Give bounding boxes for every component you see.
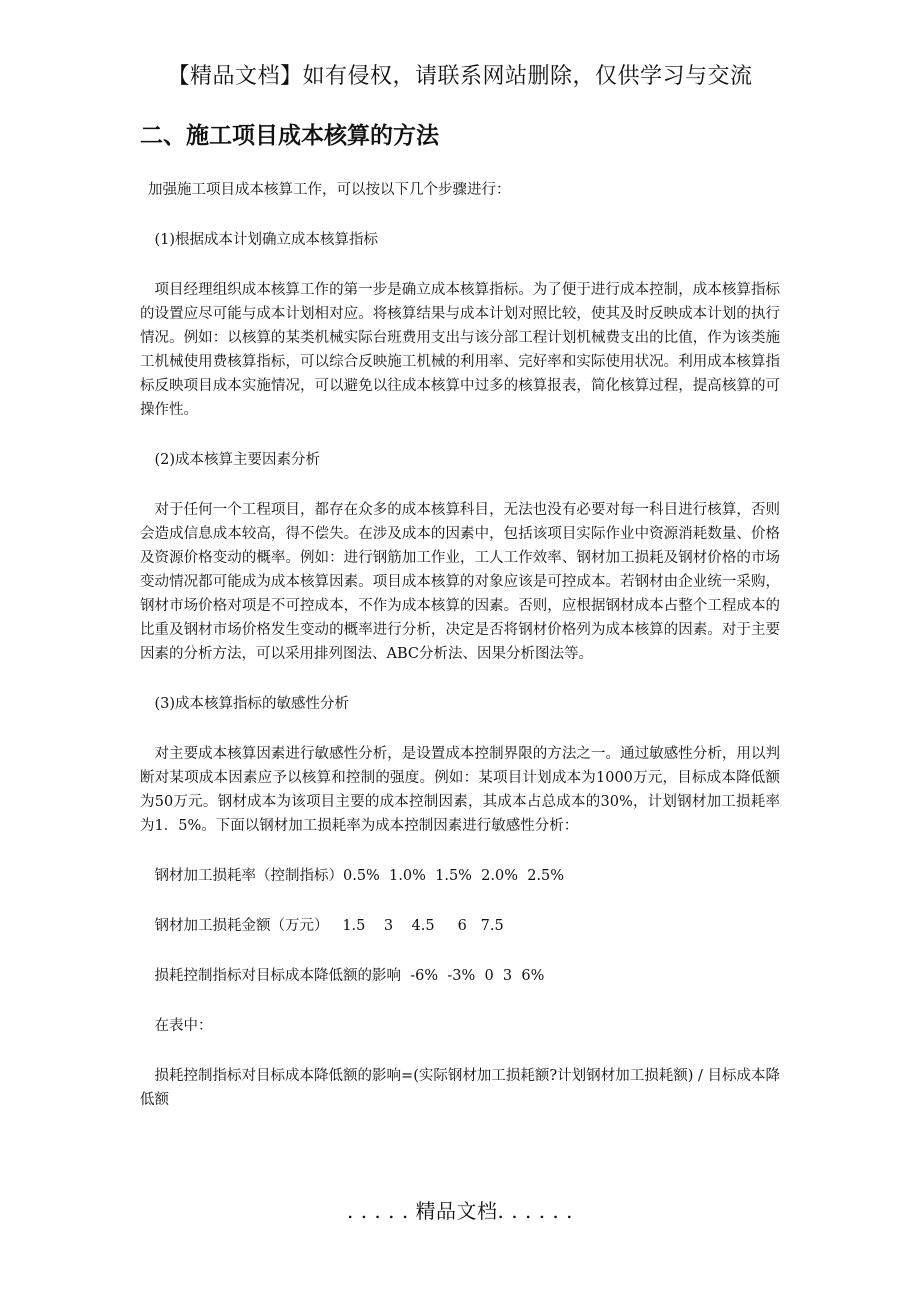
- footer-watermark: . . . . . 精品文档. . . . . .: [346, 1199, 573, 1223]
- section-title: 二、施工项目成本核算的方法: [140, 122, 439, 149]
- step-3-heading: (3)成本核算指标的敏感性分析: [154, 696, 350, 712]
- copyright-banner: 【精品文档】如有侵权，请联系网站删除，仅供学习与交流: [167, 64, 753, 89]
- step-1-paragraph: 项目经理组织成本核算工作的第一步是确立成本核算指标。为了便于进行成本控制，成本核算指标的设置应尽可能与成本计划相对应。将核算结果与成本计划对照比较，使其及时反映成本计划的执行情况。例如：以核算的某类机械实际台班费用支出与该分部工程计划机械费支出的比值，作为该类施工机械使用费核算指标，可以综合反映施工机械的利用率、完好率和实际使用状况。利用成本核算指标反映项目成本实施情况，可以避免以往成本核算中过多的核算报表，简化核算过程，提高核算的可操作性。: [140, 282, 780, 418]
- table-row-loss-rate: 钢材加工损耗率（控制指标）0.5% 1.0% 1.5% 2.0% 2.5%: [154, 868, 565, 884]
- table-row-impact: 损耗控制指标对目标成本降低额的影响 -6% -3% 0 3 6%: [154, 968, 545, 984]
- intro-paragraph: 加强施工项目成本核算工作，可以按以下几个步骤进行：: [148, 182, 511, 198]
- step-1-heading: (1)根据成本计划确立成本核算指标: [154, 232, 379, 248]
- step-3-paragraph: 对主要成本核算因素进行敏感性分析，是设置成本控制界限的方法之一。通过敏感性分析，用以判断对某项成本因素应予以核算和控制的强度。例如：某项目计划成本为1000万元，目标成本降低额为50万元。钢材成本为该项目主要的成本控制因素，其成本占总成本的30%，计划钢材加工损耗率为1．5%。下面以钢材加工损耗率为成本控制因素进行敏感性分析：: [140, 746, 780, 834]
- formula-paragraph: 损耗控制指标对目标成本降低额的影响=(实际钢材加工损耗额?计划钢材加工损耗额) / 目标成本降低额: [140, 1068, 780, 1108]
- step-2-heading: (2)成本核算主要因素分析: [154, 452, 321, 468]
- document-body: [140, 178, 780, 1112]
- step-2-paragraph: 对于任何一个工程项目，都存在众多的成本核算科目，无法也没有必要对每一科目进行核算，否则会造成信息成本较高，得不偿失。在涉及成本的因素中，包括该项目实际作业中资源消耗数量、价格及资源价格变动的概率。例如：进行钢筋加工作业，工人工作效率、钢材加工损耗及钢材价格的市场变动情况都可能成为成本核算因素。项目成本核算的对象应该是可控成本。若钢材由企业统一采购，钢材市场价格对项是不可控成本，不作为成本核算的因素。否则，应根据钢材成本占整个工程成本的比重及钢材市场价格发生变动的概率进行分析，决定是否将钢材价格列为成本核算的因素。对于主要因素的分析方法，可以采用排列图法、ABC分析法、因果分析图法等。: [140, 502, 780, 662]
- table-note-label: 在表中：: [154, 1018, 213, 1034]
- table-row-loss-amount: 钢材加工损耗金额（万元） 1.5 3 4.5 6 7.5: [154, 918, 504, 934]
